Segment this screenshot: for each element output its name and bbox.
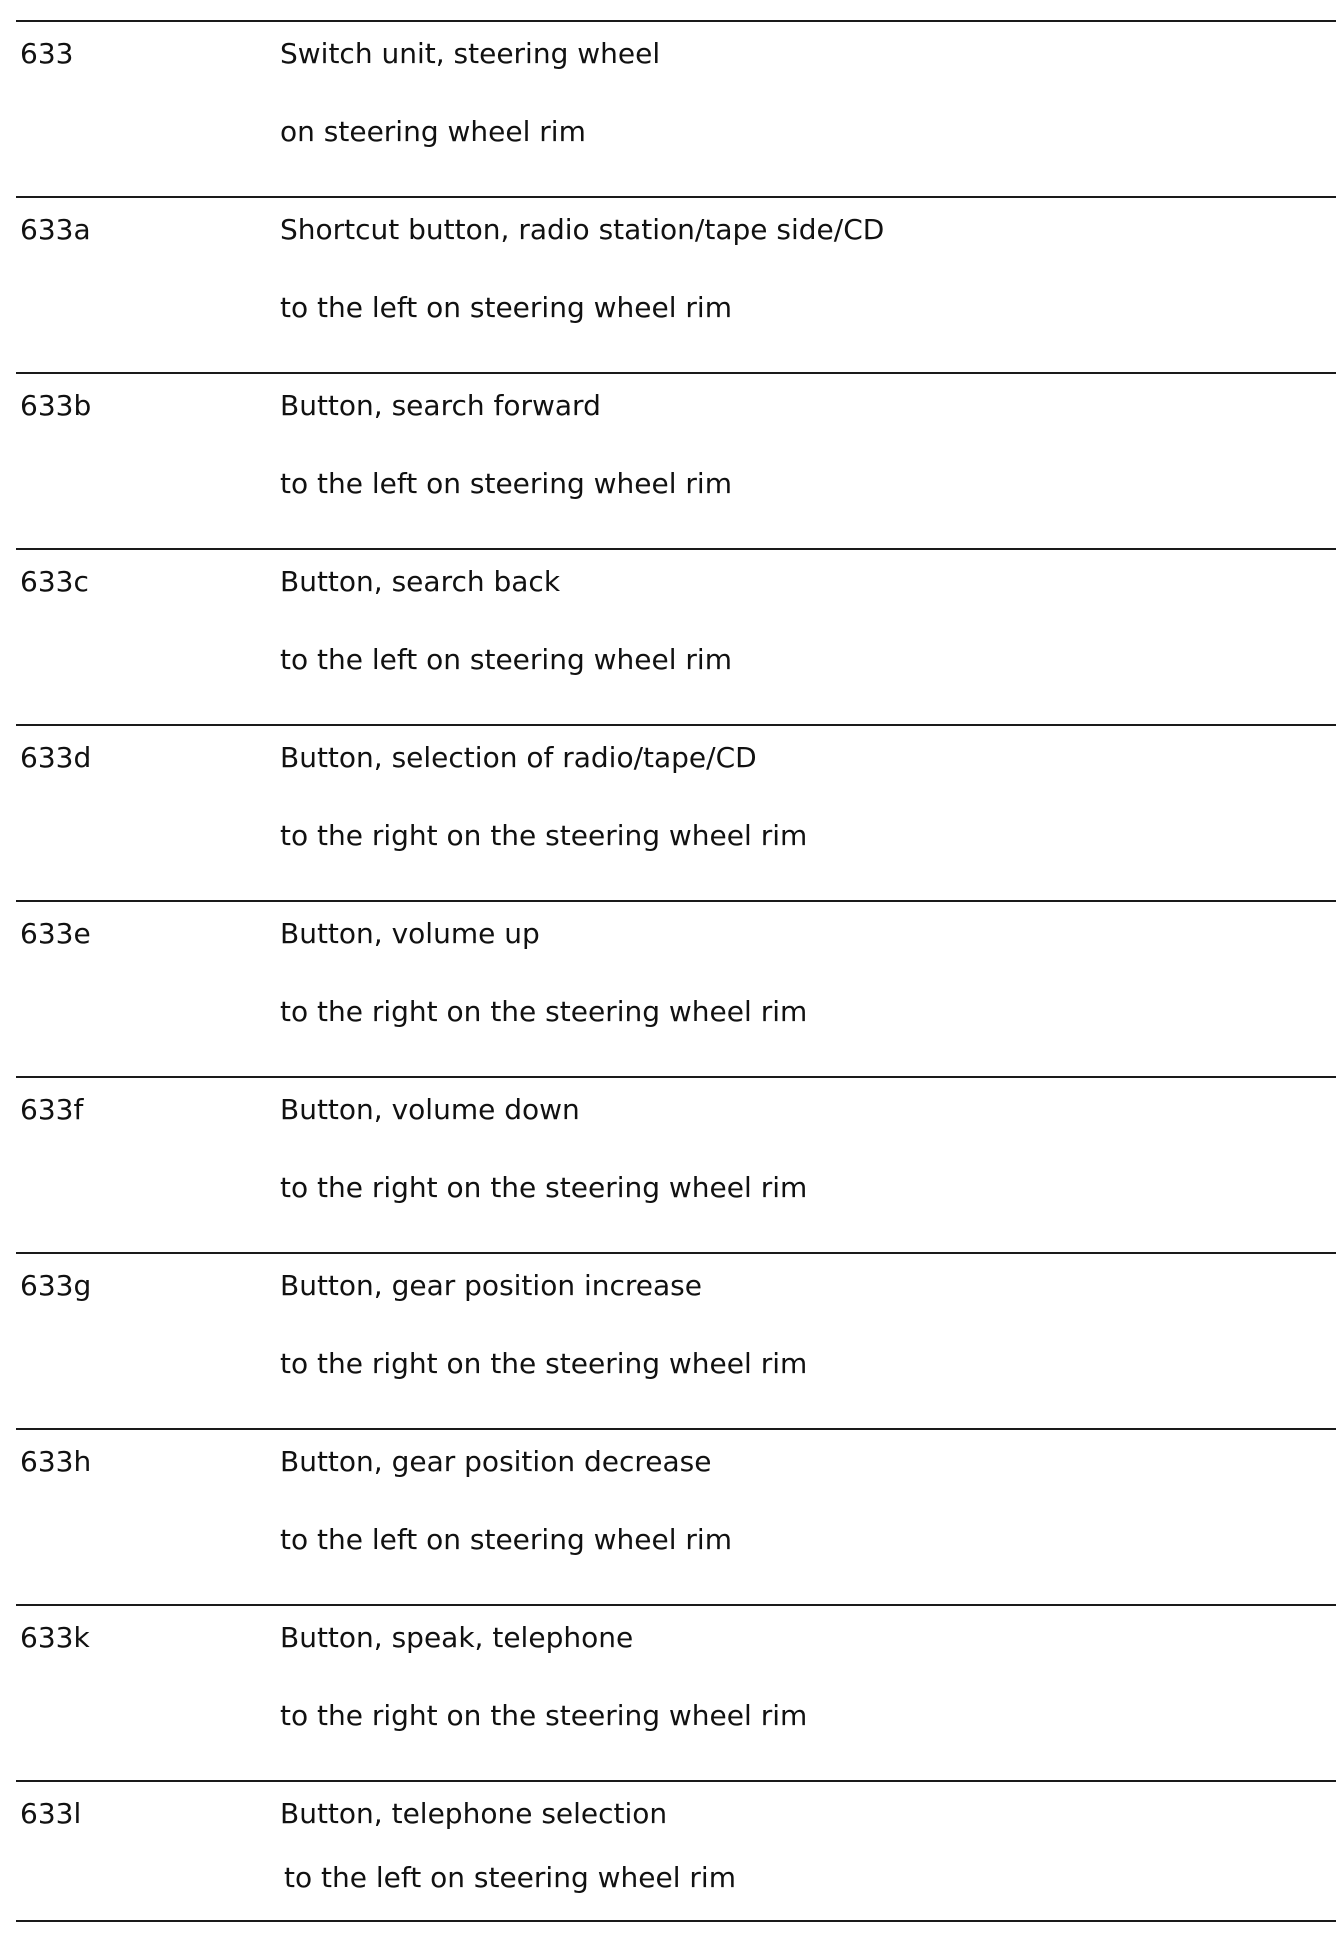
table-row: [16, 1606, 1336, 1782]
component-description: Button, volume down: [280, 1093, 580, 1126]
table-row: [16, 198, 1336, 374]
component-description: Shortcut button, radio station/tape side/CD: [280, 213, 885, 246]
table-row: [16, 374, 1336, 550]
component-description: Button, gear position decrease: [280, 1445, 712, 1478]
component-location: to the left on steering wheel rim: [284, 1861, 736, 1894]
table-row: [16, 550, 1336, 726]
component-location: to the left on steering wheel rim: [280, 1523, 732, 1556]
component-location: to the right on the steering wheel rim: [280, 995, 808, 1028]
table-row: [16, 902, 1336, 1078]
table-row: [16, 1254, 1336, 1430]
component-code: 633k: [20, 1621, 90, 1654]
table-row: [16, 22, 1336, 198]
component-description: Button, gear position increase: [280, 1269, 702, 1302]
component-description: Button, volume up: [280, 917, 540, 950]
component-code: 633a: [20, 213, 91, 246]
component-description: Button, search forward: [280, 389, 601, 422]
component-code: 633l: [20, 1797, 82, 1830]
table-row: [16, 1782, 1336, 1922]
component-location: to the right on the steering wheel rim: [280, 1171, 808, 1204]
component-code: 633d: [20, 741, 92, 774]
component-description: Button, speak, telephone: [280, 1621, 634, 1654]
component-location: to the right on the steering wheel rim: [280, 1699, 808, 1732]
component-location: to the left on steering wheel rim: [280, 291, 732, 324]
table-row: [16, 1078, 1336, 1254]
table-row: [16, 726, 1336, 902]
component-location: to the left on steering wheel rim: [280, 467, 732, 500]
component-code: 633g: [20, 1269, 92, 1302]
component-table: [16, 20, 1336, 1922]
component-code: 633e: [20, 917, 91, 950]
component-code: 633c: [20, 565, 89, 598]
component-code: 633f: [20, 1093, 84, 1126]
component-location: to the left on steering wheel rim: [280, 643, 732, 676]
component-code: 633h: [20, 1445, 92, 1478]
component-code: 633b: [20, 389, 92, 422]
component-location: to the right on the steering wheel rim: [280, 819, 808, 852]
component-description: Switch unit, steering wheel: [280, 37, 661, 70]
table-row: [16, 1430, 1336, 1606]
component-description: Button, selection of radio/tape/CD: [280, 741, 757, 774]
component-description: Button, search back: [280, 565, 561, 598]
component-location: to the right on the steering wheel rim: [280, 1347, 808, 1380]
component-description: Button, telephone selection: [280, 1797, 668, 1830]
component-code: 633: [20, 37, 74, 70]
component-location: on steering wheel rim: [280, 115, 586, 148]
